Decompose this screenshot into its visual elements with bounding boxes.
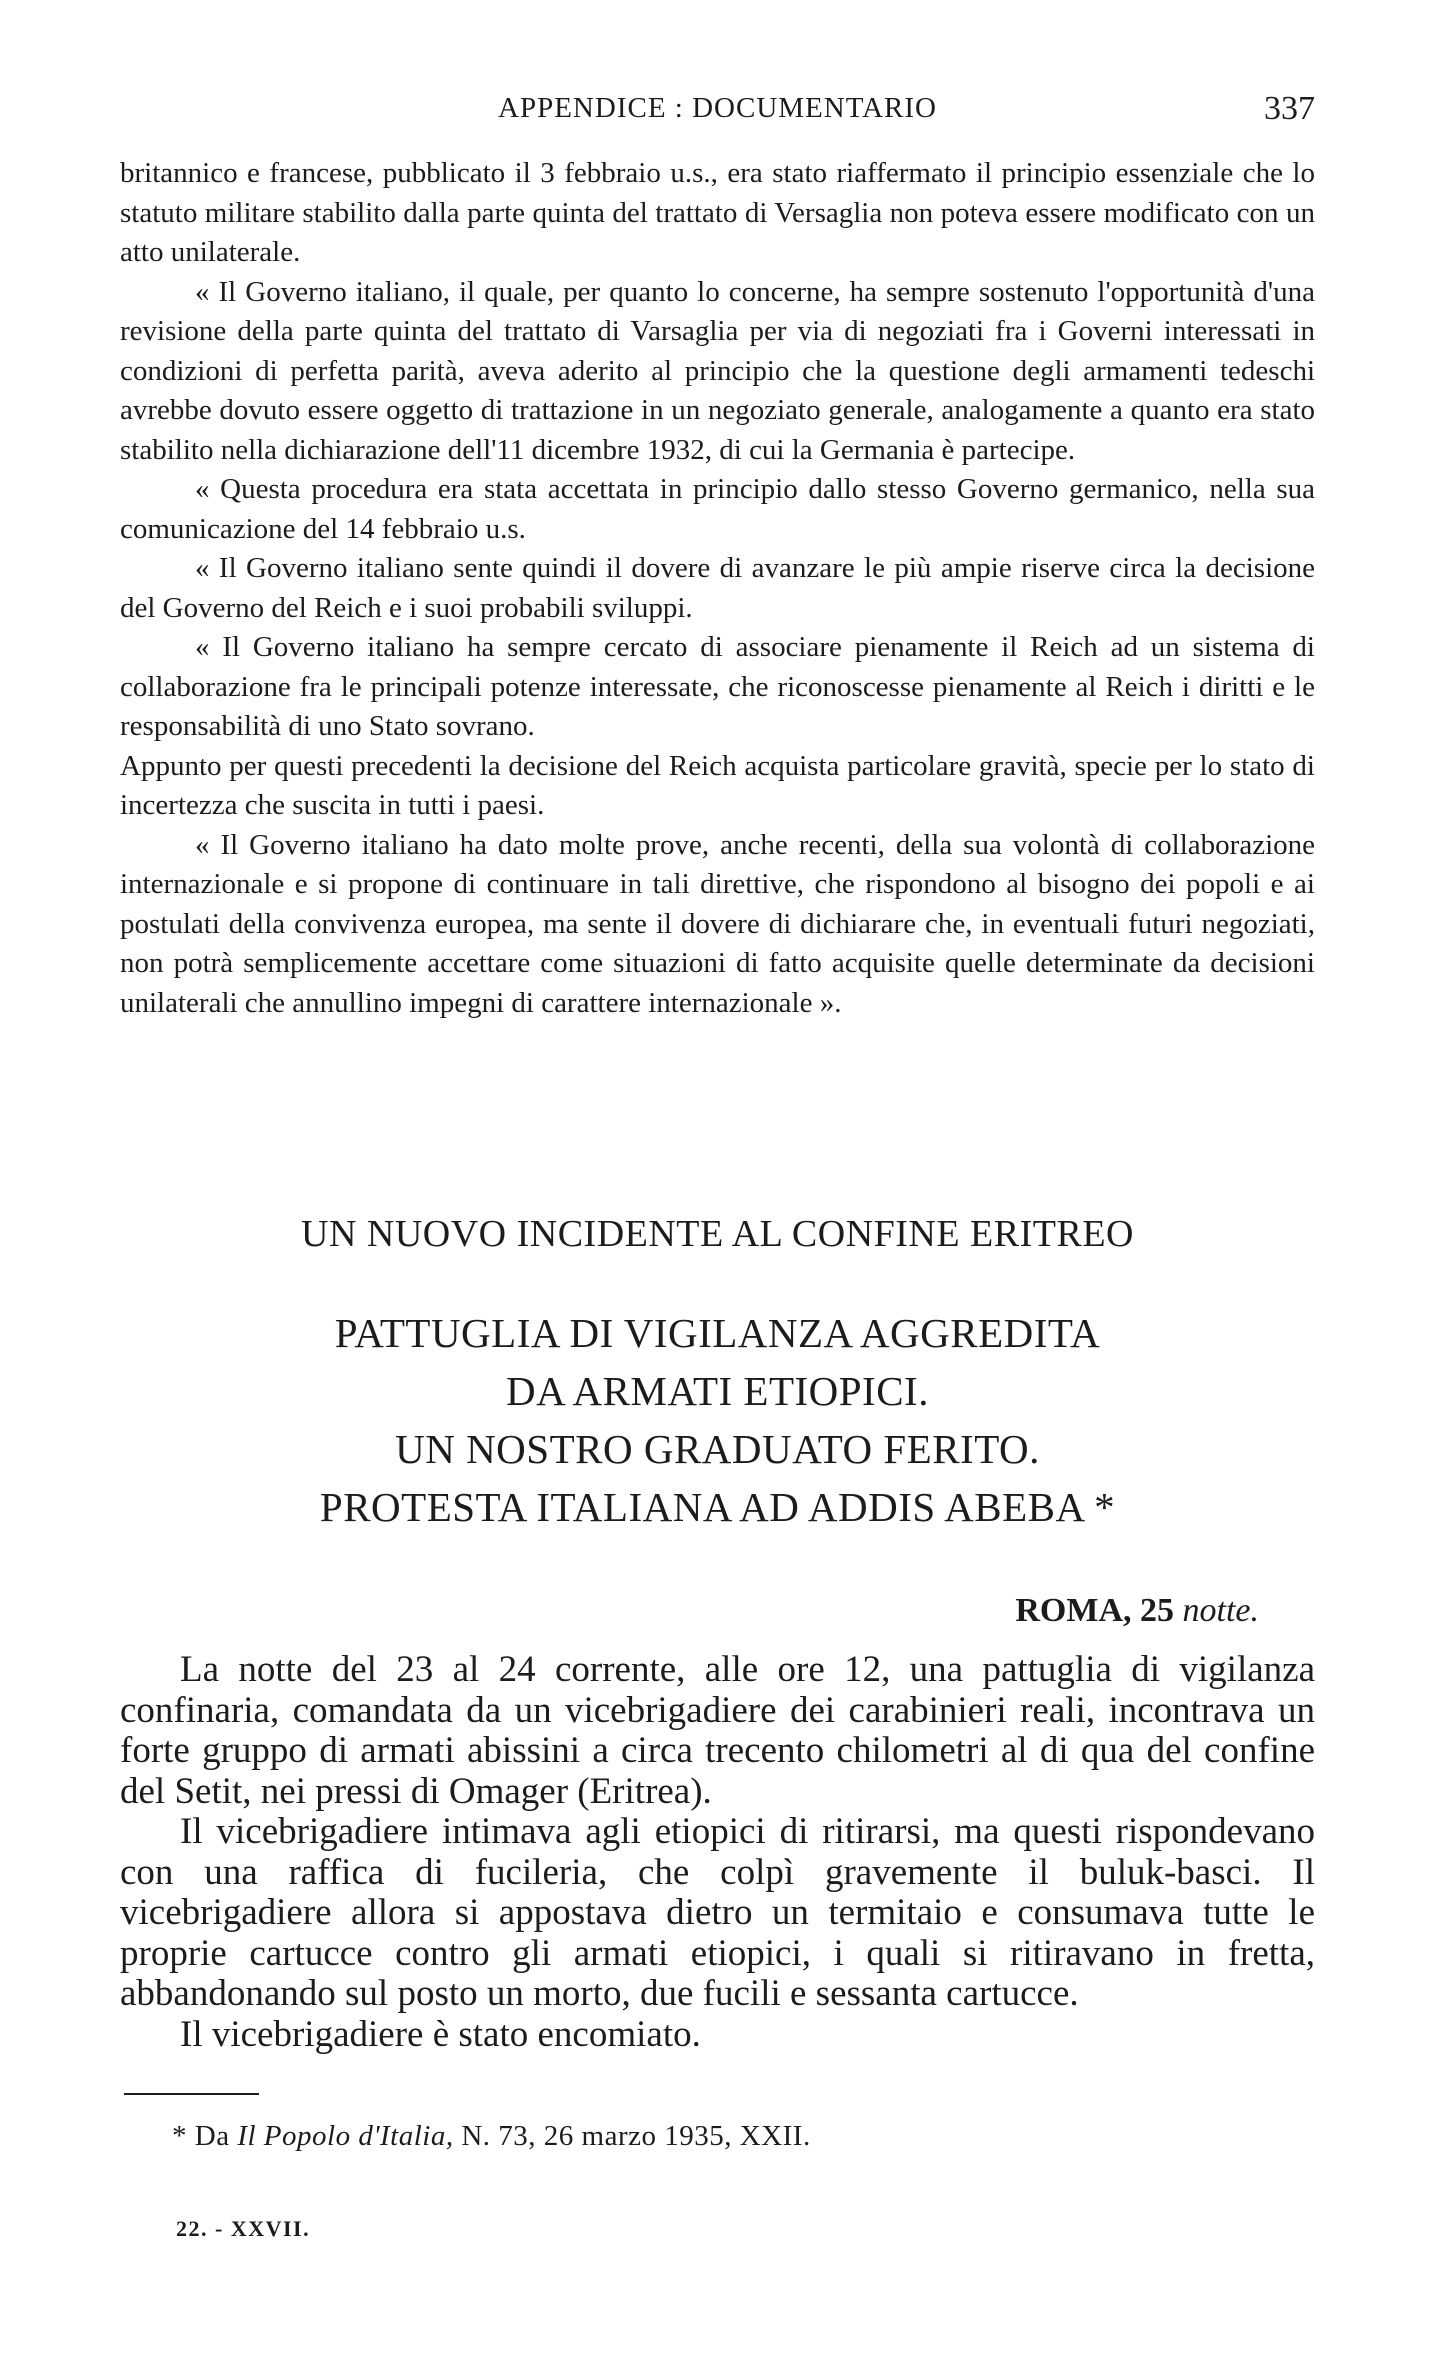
paragraph: Il vicebrigadiere intimava agli etiopici di ritirarsi, ma questi rispondevano con una raffica di fucileria, che colpì gravemente il buluk-basci. Il vicebrigadiere allora si appostava dietro un termitaio e consumava tutte le proprie cartucce contro gli armati etiopici, i quali si ritiravano in fretta, abbandonando sul posto un morto, due fucili e sessanta cartucce. <box>120 1811 1315 2014</box>
running-title: APPENDICE : DOCUMENTARIO <box>498 92 937 124</box>
page-number: 337 <box>1264 90 1315 127</box>
running-head <box>120 92 1315 132</box>
paragraph: Appunto per questi precedenti la decisione del Reich acquista particolare gravità, specie per lo stato di incertezza che suscita in tutti i paesi. <box>120 749 1315 821</box>
dateline-place: ROMA, 25 <box>1015 1592 1175 1629</box>
article-kicker: UN NUOVO INCIDENTE AL CONFINE ERITREO <box>301 1213 1134 1255</box>
footnote <box>172 2120 811 2153</box>
headline-line: PROTESTA ITALIANA AD ADDIS ABEBA * <box>319 1484 1116 1530</box>
footnote-rule <box>124 2093 259 2095</box>
footnote-citation: N. 73, 26 marzo 1935, XXII. <box>461 2120 811 2152</box>
paragraph: « Il Governo italiano, il quale, per quanto lo concerne, ha sempre sostenuto l'opportunità d'una revisione della parte quinta del trattato di Varsaglia per via di negoziati fra i Governi interessati in condizioni di perfetta parità, aveva aderito al principio che la questione degli armamenti tedeschi avrebbe dovuto essere oggetto di trattazione in un negoziato generale, analogamente a quanto era stato stabilito nella dichiarazione dell'11 dicembre 1932, di cui la Germania è partecipe. <box>120 275 1315 466</box>
paragraph: « Il Governo italiano ha dato molte prove, anche recenti, della sua volontà di collaborazione internazionale e si propone di continuare in tali direttive, che rispondono al bisogno dei popoli e ai postulati della convivenza europea, ma sente il dovere di dichiarare che, in eventuali futuri negoziati, non potrà semplicemente accettare come situazioni di fatto acquisite quelle determinate da decisioni unilaterali che annullino impegni di carattere internazionale ». <box>120 828 1315 1019</box>
signature-mark: 22. - XXVII. <box>176 2216 311 2241</box>
continuation-text <box>120 154 1315 1023</box>
paragraph: « Il Governo italiano ha sempre cercato di associare pienamente il Reich ad un sistema di collaborazione fra le principali potenze interessate, che riconoscesse pienamente al Reich i diritti e le responsabilità di uno Stato sovrano. <box>120 631 1315 742</box>
article-headline <box>120 1304 1315 1536</box>
paragraph: « Questa procedura era stata accettata in principio dallo stesso Governo germanico, nella sua comunicazione del 14 febbraio u.s. <box>120 473 1315 545</box>
footnote-prefix: * Da <box>172 2120 230 2152</box>
headline-line: PATTUGLIA DI VIGILANZA AGGREDITA <box>334 1310 1101 1356</box>
paragraph: britannico e francese, pubblicato il 3 febbraio u.s., era stato riaffermato il principio essenziale che lo statuto militare stabilito dalla parte quinta del trattato di Versaglia non poteva essere modificato con un atto unilaterale. <box>120 157 1315 268</box>
paragraph: La notte del 23 al 24 corrente, alle ore 12, una pattuglia di vigilanza confinaria, comandata da un vicebrigadiere dei carabinieri reali, incontrava un forte gruppo di armati abissini a circa trecento chilometri al di qua del confine del Setit, nei pressi di Omager (Eritrea). <box>120 1649 1315 1812</box>
dateline-time: notte. <box>1182 1592 1259 1629</box>
dateline <box>1015 1592 1259 1630</box>
article-body <box>120 1650 1315 2055</box>
paragraph: Il vicebrigadiere è stato encomiato. <box>180 2013 701 2055</box>
headline-line: DA ARMATI ETIOPICI. <box>506 1368 929 1414</box>
headline-line: UN NOSTRO GRADUATO FERITO. <box>395 1426 1040 1472</box>
paragraph: « Il Governo italiano sente quindi il dovere di avanzare le più ampie riserve circa la decisione del Governo del Reich e i suoi probabili sviluppi. <box>120 552 1315 624</box>
footnote-source: Il Popolo d'Italia, <box>237 2120 454 2152</box>
